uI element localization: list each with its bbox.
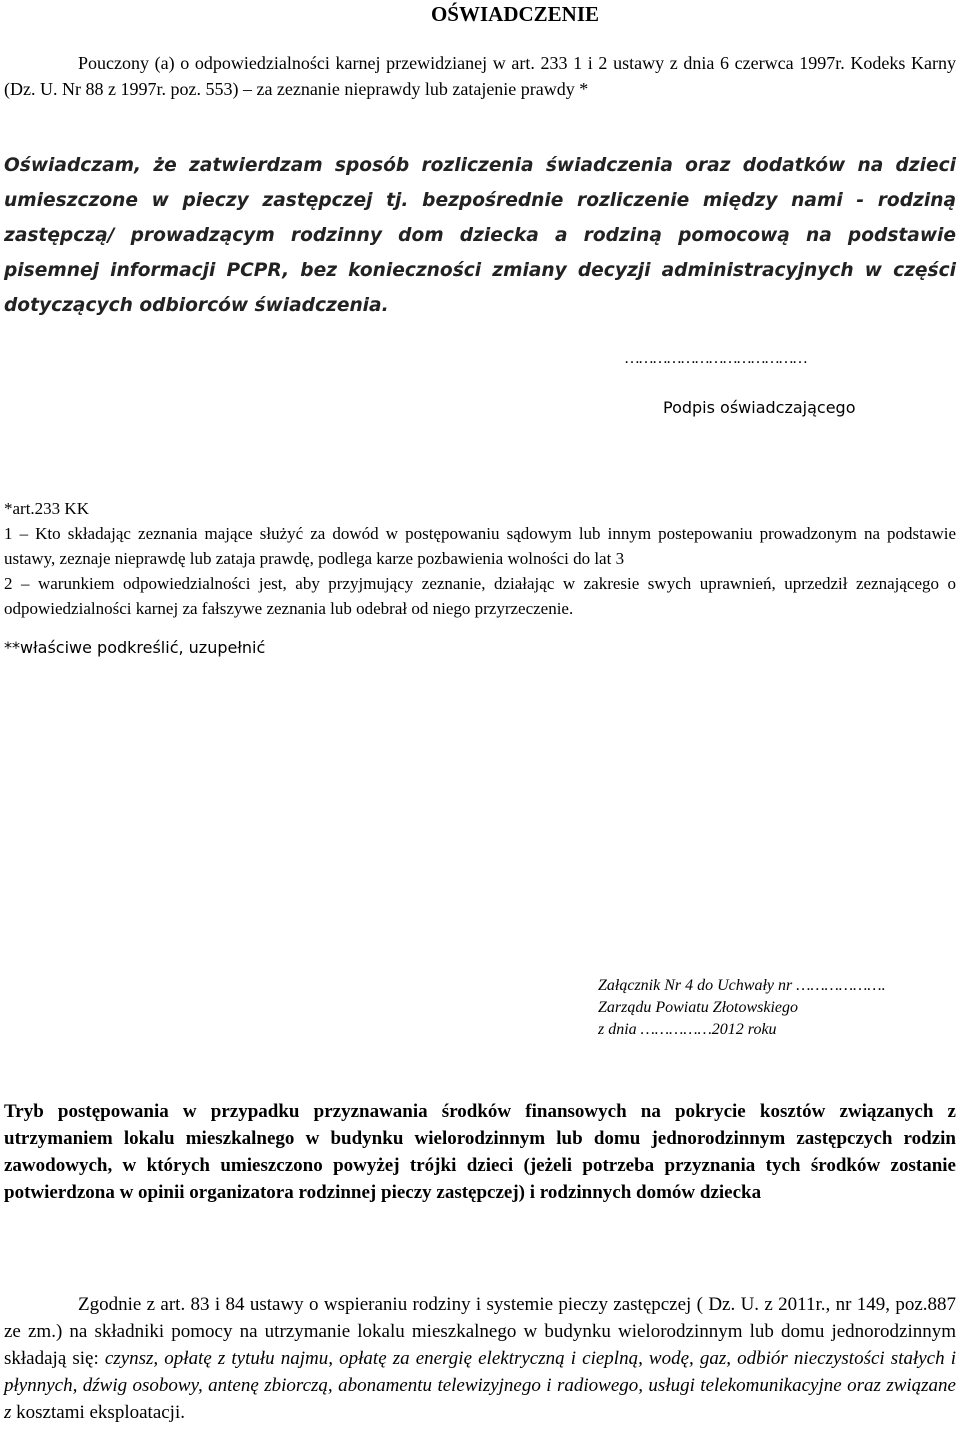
intro-paragraph: Pouczony (a) o odpowiedzialności karnej przewidzianej w art. 233 1 i 2 ustawy z dnia 6 czerwca 1997r. Kodeks Karny (Dz. U. Nr 88 z 1997r. poz. 553) – za zeznanie nieprawdy lub zatajenie prawdy * bbox=[4, 53, 956, 99]
law-paragraph bbox=[4, 1291, 956, 1426]
annex-line-1: Załącznik Nr 4 do Uchwały nr ………………. bbox=[598, 977, 886, 994]
annex-reference bbox=[598, 975, 886, 1041]
penal-code-paragraph-2: 2 – warunkiem odpowiedzialności jest, aby przyjmujący zeznanie, działając w zakresie swych uprawnień, uprzedził zeznającego o odpowiedzialności karnej za fałszywe zeznania lub odebrał od niego przyrzeczenie. bbox=[4, 574, 956, 618]
annex-line-2: Zarządu Powiatu Złotowskiego bbox=[598, 999, 799, 1016]
signature-line: ………………………………… bbox=[624, 350, 806, 367]
law-lead: Zgodnie z art. 83 i 84 ustawy o wspieraniu rodziny i systemie pieczy zastępczej ( Dz. U. z 2011r., nr 149, poz.887 ze zm.) na składniki pomocy na utrzymanie lokalu mieszkalnego w budynku wielorodzinnym lub domu jednorodzinnym składają się: bbox=[4, 1294, 956, 1369]
footnote: **właściwe podkreślić, uzupełnić bbox=[4, 638, 266, 657]
penal-code-paragraph-1: 1 – Kto składając zeznania mające służyć za dowód w postępowaniu sądowym lub innym postepowaniu prowadzonym na podstawie ustawy, zeznaje nieprawdę lub zataja prawdę, podlega karze pozbawienia wolności do lat 3 bbox=[4, 524, 956, 568]
signature-label: Podpis oświadczającego bbox=[663, 398, 856, 417]
annex-line-3: z dnia ……………2012 roku bbox=[598, 1021, 777, 1038]
law-tail: kosztami eksploatacji. bbox=[11, 1402, 185, 1423]
penal-code-excerpt bbox=[4, 496, 956, 621]
procedure-heading: Tryb postępowania w przypadku przyznawania środków finansowych na pokrycie kosztów związanych z utrzymaniem lokalu mieszkalnego w budynku wielorodzinnym lub domu jednorodzinnym zastępczych rodzin zawodowych, w których umieszczono powyżej trójki dzieci (jeżeli potrzeba przyznania tych środków zostanie potwierdzona w opinii organizatora rodzinnej pieczy zastępczej) i rodzinnych domów dziecka bbox=[4, 1101, 956, 1203]
document-title: OŚWIADCZENIE bbox=[430, 2, 600, 26]
penal-code-header: *art.233 KK bbox=[4, 499, 89, 518]
declaration-paragraph: Oświadczam, że zatwierdzam sposób rozliczenia świadczenia oraz dodatków na dzieci umieszczone w pieczy zastępczej tj. bezpośrednie rozliczenie między nami - rodziną zastępczą/ prowadzącym rodzinny dom dziecka a rodziną pomocową na podstawie pisemnej informacji PCPR, bez konieczności zmiany decyzji administracyjnych w części dotyczących odbiorców świadczenia. bbox=[4, 155, 956, 316]
law-items: czynsz, opłatę z tytułu najmu, opłatę za energię elektryczną i cieplną, wodę, gaz, odbiór nieczystości stałych i płynnych, dźwig osobowy, antenę zbiorczą, abonamentu telewizyjnego i radiowego, usługi telekomunikacyjne oraz związane z bbox=[4, 1348, 957, 1423]
